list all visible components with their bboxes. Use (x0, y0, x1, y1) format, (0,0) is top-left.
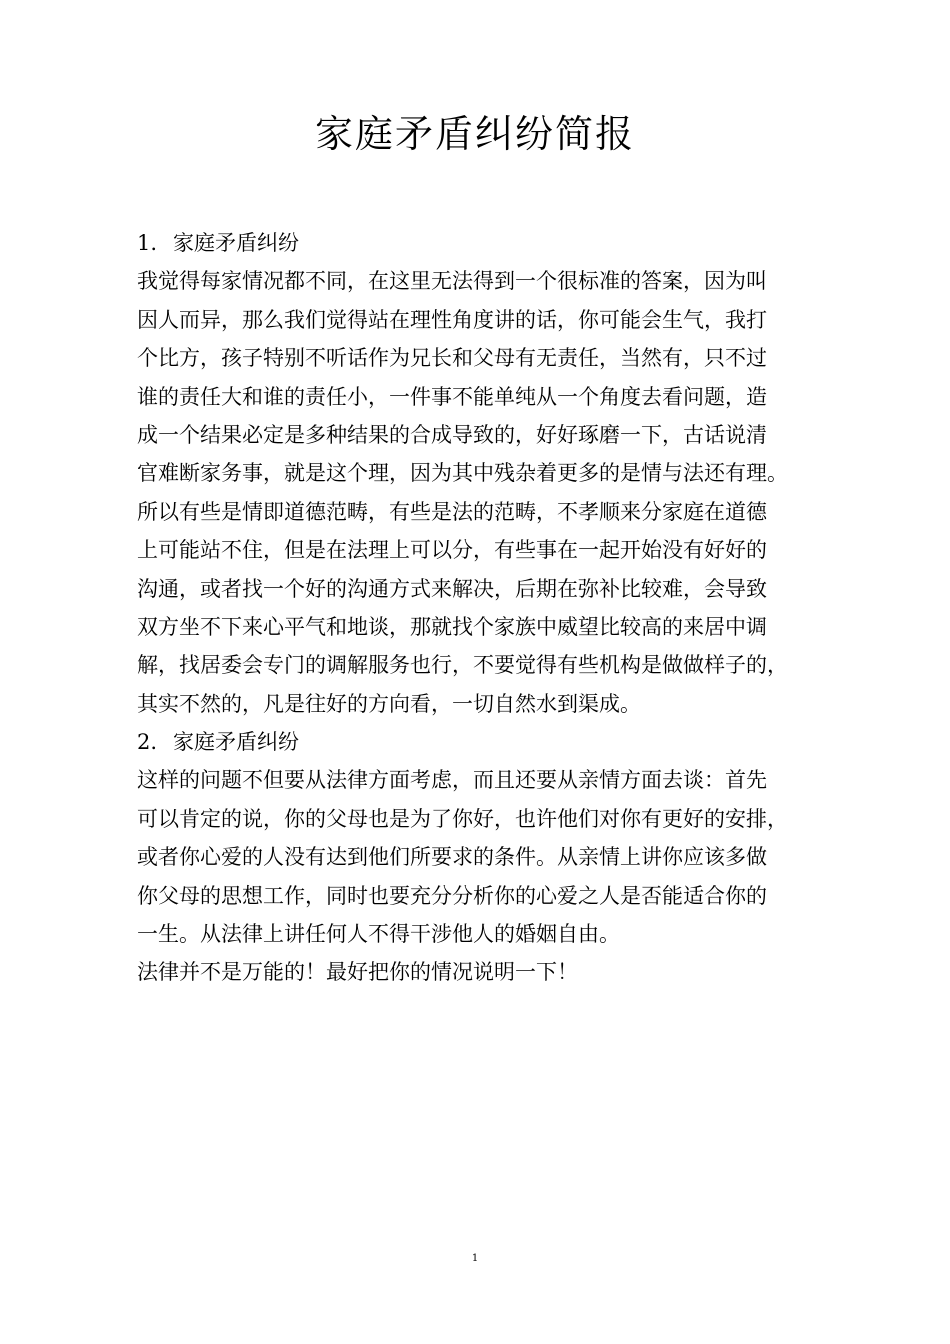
section-1-number: 1. (137, 231, 158, 255)
section-1-heading (137, 224, 822, 262)
paragraph-line: 双方坐不下来心平气和地谈，那就找个家族中威望比较高的来居中调 (137, 614, 767, 639)
paragraph-line: 我觉得每家情况都不同，在这里无法得到一个很标准的答案，因为叫 (137, 269, 767, 294)
paragraph-line: 个比方，孩子特别不听话作为兄长和父母有无责任，当然有，只不过 (137, 346, 767, 371)
document-body (137, 224, 822, 992)
paragraph-line: 这样的问题不但要从法律方面考虑，而且还要从亲情方面去谈：首先 (137, 768, 767, 793)
paragraph-line: 解，找居委会专门的调解服务也行，不要觉得有些机构是做做样子的， (137, 653, 788, 678)
paragraph-line: 你父母的思想工作，同时也要充分分析你的心爱之人是否能适合你的 (137, 883, 767, 908)
paragraph-line: 官难断家务事，就是这个理，因为其中残杂着更多的是情与法还有理。 (137, 461, 788, 486)
paragraph-line: 沟通，或者找一个好的沟通方式来解决，后期在弥补比较难，会导致 (137, 576, 767, 601)
paragraph-line: 或者你心爱的人没有达到他们所要求的条件。从亲情上讲你应该多做 (137, 845, 767, 870)
paragraph-line: 所以有些是情即道德范畴，有些是法的范畴，不孝顺来分家庭在道德 (137, 499, 767, 524)
section-1-heading-text: 家庭矛盾纠纷 (173, 231, 299, 255)
paragraph-line: 成一个结果必定是多种结果的合成导致的，好好琢磨一下，古话说清 (137, 422, 767, 447)
paragraph-line: 上可能站不住，但是在法理上可以分，有些事在一起开始没有好好的 (137, 538, 767, 563)
paragraph-line: 法律并不是万能的！最好把你的情况说明一下！ (137, 960, 578, 985)
document-title: 家庭矛盾纠纷简报 (314, 112, 635, 156)
section-2-heading-text: 家庭矛盾纠纷 (173, 730, 299, 755)
paragraph-line: 因人而异，那么我们觉得站在理性角度讲的话，你可能会生气，我打 (137, 307, 767, 332)
paragraph-line: 谁的责任大和谁的责任小，一件事不能单纯从一个角度去看问题，造 (137, 384, 767, 409)
paragraph-line: 其实不然的，凡是往好的方向看，一切自然水到渠成。 (137, 691, 641, 716)
section-2-number: 2. (137, 730, 158, 755)
page-number: 1 (471, 1253, 479, 1264)
paragraph-line: 可以肯定的说，你的父母也是为了你好，也许他们对你有更好的安排， (137, 806, 788, 831)
section-2-heading (137, 723, 822, 761)
paragraph-line: 一生。从法律上讲任何人不得干涉他人的婚姻自由。 (137, 922, 620, 947)
